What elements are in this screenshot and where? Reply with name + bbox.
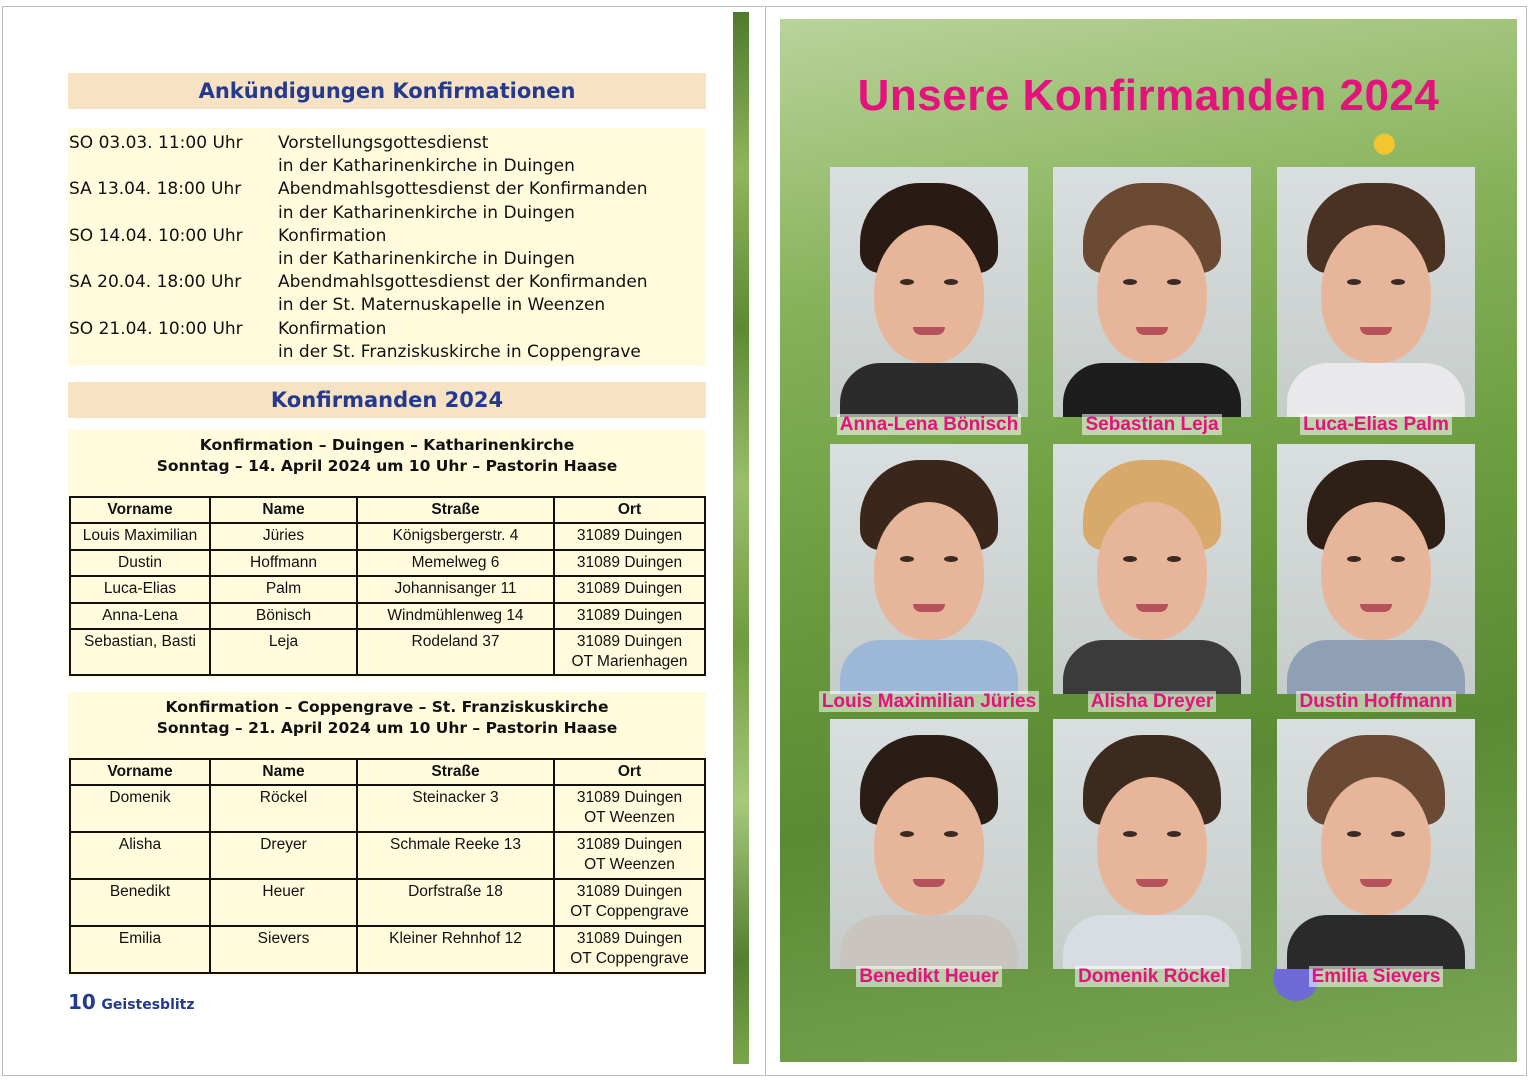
cell-ort: 31089 Duingen xyxy=(554,550,705,577)
ort-town: 31089 Duingen xyxy=(576,789,683,806)
coppengrave-table xyxy=(69,758,706,974)
portrait-eye xyxy=(1167,831,1181,837)
cell-vorname: Anna-Lena xyxy=(70,603,210,630)
portrait-eye xyxy=(1391,831,1405,837)
table-row xyxy=(70,926,705,973)
table-row xyxy=(70,576,705,603)
portrait-eye xyxy=(1347,556,1361,562)
ort-town: 31089 Duingen xyxy=(576,836,683,853)
cell-name: Jüries xyxy=(210,523,357,550)
announcement-item-location xyxy=(68,341,706,364)
portrait-name-label xyxy=(1256,690,1496,714)
portrait-eye xyxy=(944,279,958,285)
table-row xyxy=(70,832,705,879)
portrait-name-text: Domenik Röckel xyxy=(1075,966,1229,987)
cell-name: Hoffmann xyxy=(210,550,357,577)
portrait-eye xyxy=(1347,279,1361,285)
portrait-photo xyxy=(830,167,1028,417)
cell-ort xyxy=(554,926,705,973)
announcement-date: SO 21.04. 10:00 Uhr xyxy=(69,318,243,339)
announcement-item xyxy=(68,132,706,155)
coppengrave-header xyxy=(68,692,706,758)
column-header-ort: Ort xyxy=(554,497,705,523)
portrait-shirt xyxy=(1287,363,1465,417)
portrait-face xyxy=(1321,502,1431,640)
cell-name: Röckel xyxy=(210,785,357,832)
table-row xyxy=(70,603,705,630)
portrait-name-label xyxy=(809,965,1049,989)
cell-name: Dreyer xyxy=(210,832,357,879)
ort-district: OT Coppengrave xyxy=(570,903,689,920)
portrait-eye xyxy=(1391,556,1405,562)
portrait-name-text: Alisha Dreyer xyxy=(1088,691,1217,712)
table-row xyxy=(70,629,705,675)
column-header-vorname: Vorname xyxy=(70,497,210,523)
cell-vorname: Domenik xyxy=(70,785,210,832)
cell-vorname: Louis Maximilian xyxy=(70,523,210,550)
confirmands-heading: Konfirmanden 2024 xyxy=(68,382,706,418)
portrait-face xyxy=(1321,777,1431,915)
portrait-face xyxy=(874,225,984,363)
cell-name: Leja xyxy=(210,629,357,675)
portrait-name-text: Luca-Elias Palm xyxy=(1300,414,1452,435)
cell-ort xyxy=(554,629,705,675)
cell-strasse: Windmühlenweg 14 xyxy=(357,603,554,630)
ort-district: OT Weenzen xyxy=(584,856,675,873)
portrait-name-text: Dustin Hoffmann xyxy=(1296,691,1455,712)
cell-ort: 31089 Duingen xyxy=(554,523,705,550)
table-row xyxy=(70,523,705,550)
table-header-row xyxy=(70,759,705,785)
portrait-name-label xyxy=(1032,690,1272,714)
portrait-face xyxy=(1097,225,1207,363)
announcement-item-location xyxy=(68,202,706,225)
announcement-event: Vorstellungsgottesdienst xyxy=(278,133,489,153)
portrait-name-label xyxy=(1032,413,1272,437)
portrait-mouth xyxy=(1136,604,1168,612)
announcements-list xyxy=(68,128,706,366)
announcement-event: Konfirmation xyxy=(278,225,387,246)
portrait-face xyxy=(1321,225,1431,363)
portrait-shirt xyxy=(840,363,1018,417)
portrait-mouth xyxy=(1360,879,1392,887)
portrait-name-label xyxy=(1256,965,1496,989)
portrait-eye xyxy=(900,279,914,285)
announcement-event: Konfirmation xyxy=(278,318,387,339)
ort-town: 31089 Duingen xyxy=(576,930,683,947)
portrait-mouth xyxy=(1360,327,1392,335)
coppengrave-church-line: Konfirmation – Coppengrave – St. Franziskuskirche xyxy=(165,698,609,716)
portrait-mouth xyxy=(1136,879,1168,887)
table-row xyxy=(70,879,705,926)
cell-vorname: Emilia xyxy=(70,926,210,973)
column-header-ort: Ort xyxy=(554,759,705,785)
portrait-mouth xyxy=(913,327,945,335)
duingen-table xyxy=(69,496,706,676)
cell-strasse: Dorfstraße 18 xyxy=(357,879,554,926)
portrait-eye xyxy=(944,831,958,837)
portrait-name-text: Louis Maximilian Jüries xyxy=(819,691,1039,712)
cell-vorname: Benedikt xyxy=(70,879,210,926)
announcements-heading: Ankündigungen Konfirmationen xyxy=(68,73,706,109)
column-header-strasse: Straße xyxy=(357,497,554,523)
portrait-name-text: Anna-Lena Bönisch xyxy=(837,414,1021,435)
portrait-name-label xyxy=(809,690,1049,714)
duingen-header xyxy=(68,430,706,496)
announcement-location: in der St. Franziskuskirche in Coppengrave xyxy=(278,341,641,362)
ort-district: OT Marienhagen xyxy=(571,653,688,670)
cell-name: Bönisch xyxy=(210,603,357,630)
coppengrave-date-line: Sonntag – 21. April 2024 um 10 Uhr – Pastorin Haase xyxy=(156,719,618,737)
announcement-item xyxy=(68,271,706,294)
cell-name: Sievers xyxy=(210,926,357,973)
announcement-date: SA 20.04. 18:00 Uhr xyxy=(69,272,242,293)
portrait-shirt xyxy=(840,915,1018,969)
portrait-photo xyxy=(1277,719,1475,969)
announcement-location: in der Katharinenkirche in Duingen xyxy=(278,202,575,223)
page-footer xyxy=(68,990,195,1014)
portrait-mouth xyxy=(1136,327,1168,335)
table-header-row xyxy=(70,497,705,523)
cell-name: Palm xyxy=(210,576,357,603)
portrait-shirt xyxy=(840,640,1018,694)
portrait-name-text: Sebastian Leja xyxy=(1082,414,1221,435)
announcement-item-location xyxy=(68,155,706,178)
portrait-name-label xyxy=(1256,413,1496,437)
cell-name: Heuer xyxy=(210,879,357,926)
announcement-item-location xyxy=(68,248,706,271)
portrait-name-text: Emilia Sievers xyxy=(1309,966,1444,987)
cell-strasse: Rodeland 37 xyxy=(357,629,554,675)
announcement-location: in der Katharinenkirche in Duingen xyxy=(278,156,575,177)
ort-district: OT Weenzen xyxy=(584,809,675,826)
page-number: 10 xyxy=(68,990,96,1014)
announcement-location: in der Katharinenkirche in Duingen xyxy=(278,249,575,270)
portrait-face xyxy=(1097,502,1207,640)
cell-ort: 31089 Duingen xyxy=(554,603,705,630)
coppengrave-section xyxy=(68,692,706,976)
portrait-photo xyxy=(1277,167,1475,417)
ort-town: 31089 Duingen xyxy=(576,633,683,650)
portrait-eye xyxy=(900,831,914,837)
announcement-date: SO 14.04. 10:00 Uhr xyxy=(69,225,243,246)
ort-district: OT Coppengrave xyxy=(570,950,689,967)
portrait-eye xyxy=(1123,831,1137,837)
portrait-shirt xyxy=(1063,915,1241,969)
portrait-name-text: Benedikt Heuer xyxy=(856,966,1001,987)
cell-ort xyxy=(554,879,705,926)
announcement-item xyxy=(68,225,706,248)
gallery-title: Unsere Konfirmanden 2024 xyxy=(857,71,1440,120)
column-header-strasse: Straße xyxy=(357,759,554,785)
ort-town: 31089 Duingen xyxy=(576,883,683,900)
announcement-event: Abendmahlsgottesdienst der Konfirmanden xyxy=(278,179,648,200)
cell-strasse: Königsbergerstr. 4 xyxy=(357,523,554,550)
portrait-shirt xyxy=(1063,363,1241,417)
portrait-eye xyxy=(1391,279,1405,285)
portrait-eye xyxy=(900,556,914,562)
cell-ort xyxy=(554,832,705,879)
cell-strasse: Kleiner Rehnhof 12 xyxy=(357,926,554,973)
cell-ort: 31089 Duingen xyxy=(554,576,705,603)
flower-meadow-photo xyxy=(780,19,1517,1062)
portrait-eye xyxy=(944,556,958,562)
duingen-date-line: Sonntag – 14. April 2024 um 10 Uhr – Pastorin Haase xyxy=(156,457,618,475)
cell-vorname: Sebastian, Basti xyxy=(70,629,210,675)
announcement-date: SA 13.04. 18:00 Uhr xyxy=(69,179,242,200)
portrait-mouth xyxy=(913,604,945,612)
duingen-church-line: Konfirmation – Duingen – Katharinenkirche xyxy=(199,436,575,454)
announcement-date: SO 03.03. 11:00 Uhr xyxy=(69,133,243,153)
portrait-eye xyxy=(1167,279,1181,285)
cell-strasse: Steinacker 3 xyxy=(357,785,554,832)
announcement-location: in der St. Maternuskapelle in Weenzen xyxy=(278,295,606,316)
portrait-shirt xyxy=(1287,640,1465,694)
announcement-item-location xyxy=(68,294,706,317)
announcement-event: Abendmahlsgottesdienst der Konfirmanden xyxy=(278,272,648,293)
portrait-face xyxy=(874,502,984,640)
portrait-name-label xyxy=(809,413,1049,437)
portrait-name-label xyxy=(1032,965,1272,989)
cell-ort xyxy=(554,785,705,832)
duingen-section xyxy=(68,430,706,678)
cell-vorname: Alisha xyxy=(70,832,210,879)
column-header-name: Name xyxy=(210,497,357,523)
column-header-name: Name xyxy=(210,759,357,785)
portrait-mouth xyxy=(1360,604,1392,612)
portrait-photo xyxy=(1277,444,1475,694)
table-row xyxy=(70,550,705,577)
column-header-vorname: Vorname xyxy=(70,759,210,785)
portrait-photo xyxy=(1053,444,1251,694)
page-edge-photo-strip xyxy=(733,12,749,1064)
portrait-photo xyxy=(830,719,1028,969)
portrait-photo xyxy=(830,444,1028,694)
cell-strasse: Schmale Reeke 13 xyxy=(357,832,554,879)
announcement-item xyxy=(68,318,706,341)
portrait-photo xyxy=(1053,167,1251,417)
portrait-mouth xyxy=(913,879,945,887)
portrait-face xyxy=(874,777,984,915)
announcement-item xyxy=(68,178,706,201)
portrait-face xyxy=(1097,777,1207,915)
portrait-eye xyxy=(1123,279,1137,285)
portrait-shirt xyxy=(1287,915,1465,969)
portrait-eye xyxy=(1167,556,1181,562)
table-row xyxy=(70,785,705,832)
portrait-eye xyxy=(1347,831,1361,837)
cell-vorname: Luca-Elias xyxy=(70,576,210,603)
portrait-photo xyxy=(1053,719,1251,969)
cell-strasse: Memelweg 6 xyxy=(357,550,554,577)
cell-vorname: Dustin xyxy=(70,550,210,577)
portrait-eye xyxy=(1123,556,1137,562)
magazine-name: Geistesblitz xyxy=(101,997,195,1013)
cell-strasse: Johannisanger 11 xyxy=(357,576,554,603)
portrait-shirt xyxy=(1063,640,1241,694)
